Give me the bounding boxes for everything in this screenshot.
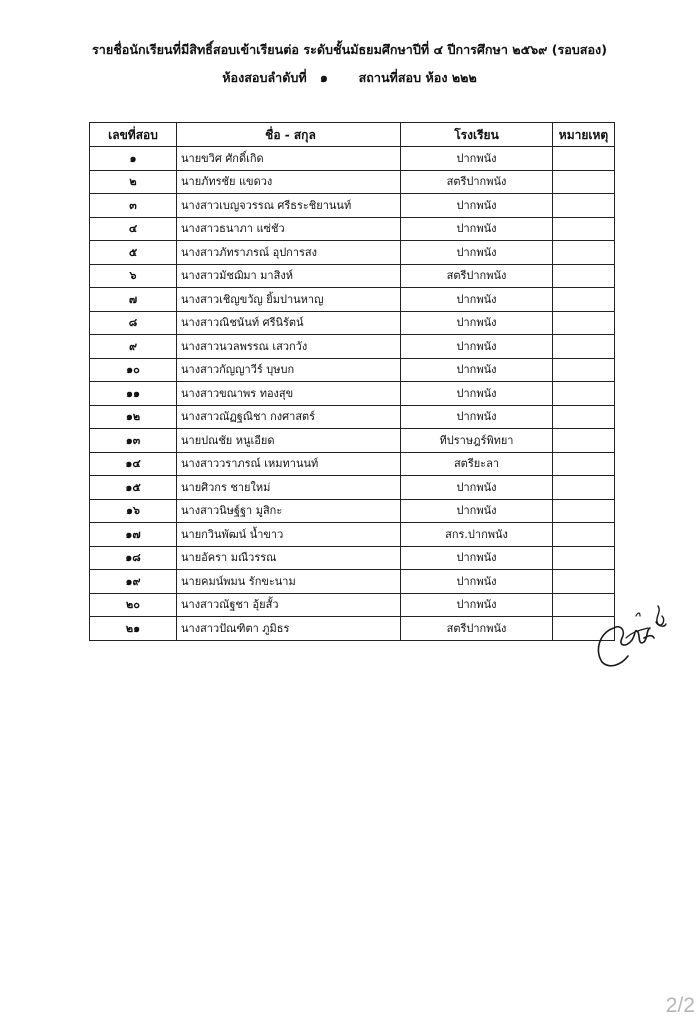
table-row [90, 593, 615, 617]
table-row [90, 217, 615, 241]
table-row [90, 264, 615, 288]
table-row [90, 429, 615, 453]
exam-number-cell: ๒๐ [90, 593, 177, 617]
remarks-cell [553, 499, 615, 523]
exam-number-cell: ๑ [90, 147, 177, 171]
table-row [90, 499, 615, 523]
student-name-cell: นางสาวนวลพรรณ เสวกวัง [177, 335, 401, 359]
student-name-cell: นายปณชัย หนูเอียด [177, 429, 401, 453]
remarks-cell [553, 288, 615, 312]
page-number: 2/2 [665, 994, 695, 1017]
table-row [90, 382, 615, 406]
column-header-school: โรงเรียน [401, 123, 553, 147]
exam-number-cell: ๑๓ [90, 429, 177, 453]
student-name-cell: นางสาววราภรณ์ เหมทานนท์ [177, 452, 401, 476]
exam-number-cell: ๑๕ [90, 476, 177, 500]
table-row [90, 546, 615, 570]
remarks-cell [553, 335, 615, 359]
student-name-cell: นางสาวปัณฑิตา ภูมิธร [177, 617, 401, 641]
exam-number-cell: ๕ [90, 241, 177, 265]
table-row [90, 452, 615, 476]
exam-number-cell: ๒๑ [90, 617, 177, 641]
school-cell: ปากพนัง [401, 358, 553, 382]
remarks-cell [553, 570, 615, 594]
student-name-cell: นายภัทรชัย แขดวง [177, 170, 401, 194]
school-cell: ปากพนัง [401, 405, 553, 429]
remarks-cell [553, 429, 615, 453]
exam-number-cell: ๙ [90, 335, 177, 359]
column-header-exam-number: เลขที่สอบ [90, 123, 177, 147]
column-header-remarks: หมายเหตุ [553, 123, 615, 147]
student-name-cell: นางสาวมัชฌิมา มาสิงห์ [177, 264, 401, 288]
school-cell: ปากพนัง [401, 382, 553, 406]
student-name-cell: นางสาวเบญจวรรณ ศรีธระชิยานนท์ [177, 194, 401, 218]
table-row [90, 194, 615, 218]
table-row [90, 288, 615, 312]
table-row [90, 523, 615, 547]
exam-number-cell: ๑๐ [90, 358, 177, 382]
exam-number-cell: ๑๙ [90, 570, 177, 594]
student-roster-table [89, 122, 615, 641]
exam-number-cell: ๓ [90, 194, 177, 218]
roster-body [90, 147, 615, 641]
student-name-cell: นายคมน์พมน รักขะนาม [177, 570, 401, 594]
school-cell: ปากพนัง [401, 288, 553, 312]
student-name-cell: นางสาวณิชนันท์ ศรีนิรัตน์ [177, 311, 401, 335]
remarks-cell [553, 311, 615, 335]
table-row [90, 170, 615, 194]
student-name-cell: นางสาวภัทราภรณ์ อุปการสง [177, 241, 401, 265]
remarks-cell [553, 241, 615, 265]
student-name-cell: นายศิวกร ชายใหม่ [177, 476, 401, 500]
student-name-cell: นายขวิศ ศักดิ์เกิด [177, 147, 401, 171]
handwritten-signature [592, 598, 670, 670]
exam-number-cell: ๒ [90, 170, 177, 194]
school-cell: สตรียะลา [401, 452, 553, 476]
school-cell: สกร.ปากพนัง [401, 523, 553, 547]
exam-room-subtitle: ห้องสอบลำดับที่ ๑ สถานที่สอบ ห้อง ๒๒๒ [222, 70, 477, 85]
school-cell: ปากพนัง [401, 499, 553, 523]
school-cell: ปากพนัง [401, 476, 553, 500]
table-row [90, 570, 615, 594]
table-row [90, 358, 615, 382]
exam-number-cell: ๗ [90, 288, 177, 312]
student-name-cell: นางสาวธนาภา แซ่ชัว [177, 217, 401, 241]
school-cell: ปากพนัง [401, 335, 553, 359]
exam-number-cell: ๑๘ [90, 546, 177, 570]
remarks-cell [553, 546, 615, 570]
remarks-cell [553, 452, 615, 476]
school-cell: สตรีปากพนัง [401, 264, 553, 288]
school-cell: ทีปราษฎร์พิทยา [401, 429, 553, 453]
student-name-cell: นางสาวขณาพร ทองสุข [177, 382, 401, 406]
student-name-cell: นายกวินพัฒน์ น้ำขาว [177, 523, 401, 547]
exam-number-cell: ๑๔ [90, 452, 177, 476]
exam-number-cell: ๖ [90, 264, 177, 288]
school-cell: ปากพนัง [401, 194, 553, 218]
remarks-cell [553, 358, 615, 382]
exam-number-cell: ๑๗ [90, 523, 177, 547]
table-row [90, 617, 615, 641]
school-cell: ปากพนัง [401, 147, 553, 171]
exam-number-cell: ๑๒ [90, 405, 177, 429]
school-cell: ปากพนัง [401, 241, 553, 265]
remarks-cell [553, 147, 615, 171]
school-cell: ปากพนัง [401, 217, 553, 241]
student-name-cell: นางสาวณัฐชา อุ้ยสั้ว [177, 593, 401, 617]
remarks-cell [553, 476, 615, 500]
exam-number-cell: ๑๑ [90, 382, 177, 406]
school-cell: ปากพนัง [401, 546, 553, 570]
table-row [90, 405, 615, 429]
remarks-cell [553, 264, 615, 288]
exam-number-cell: ๑๖ [90, 499, 177, 523]
remarks-cell [553, 405, 615, 429]
document-title: รายชื่อนักเรียนที่มีสิทธิ์สอบเข้าเรียนต่อ ระดับชั้นมัธยมศึกษาปีที่ ๔ ปีการศึกษา ๒๕๖๙ (รอบสอง) [92, 42, 607, 57]
table-row [90, 147, 615, 171]
remarks-cell [553, 217, 615, 241]
school-cell: ปากพนัง [401, 593, 553, 617]
table-row [90, 476, 615, 500]
school-cell: สตรีปากพนัง [401, 170, 553, 194]
column-header-full-name: ชื่อ - สกุล [177, 123, 401, 147]
student-name-cell: นางสาวณัฏฐณิชา กงศาสตร์ [177, 405, 401, 429]
school-cell: สตรีปากพนัง [401, 617, 553, 641]
student-name-cell: นางสาวกัญญาวีร์ บุษบก [177, 358, 401, 382]
remarks-cell [553, 382, 615, 406]
student-name-cell: นางสาวเชิญขวัญ ยิ้มปานหาญ [177, 288, 401, 312]
school-cell: ปากพนัง [401, 311, 553, 335]
table-row [90, 311, 615, 335]
table-row [90, 241, 615, 265]
exam-number-cell: ๘ [90, 311, 177, 335]
student-name-cell: นายอัครา มณีวรรณ [177, 546, 401, 570]
exam-number-cell: ๔ [90, 217, 177, 241]
student-name-cell: นางสาวนิษฐ์ฐา มูสิกะ [177, 499, 401, 523]
table-row [90, 335, 615, 359]
school-cell: ปากพนัง [401, 570, 553, 594]
table-header-row [90, 123, 615, 147]
remarks-cell [553, 170, 615, 194]
remarks-cell [553, 194, 615, 218]
remarks-cell [553, 523, 615, 547]
